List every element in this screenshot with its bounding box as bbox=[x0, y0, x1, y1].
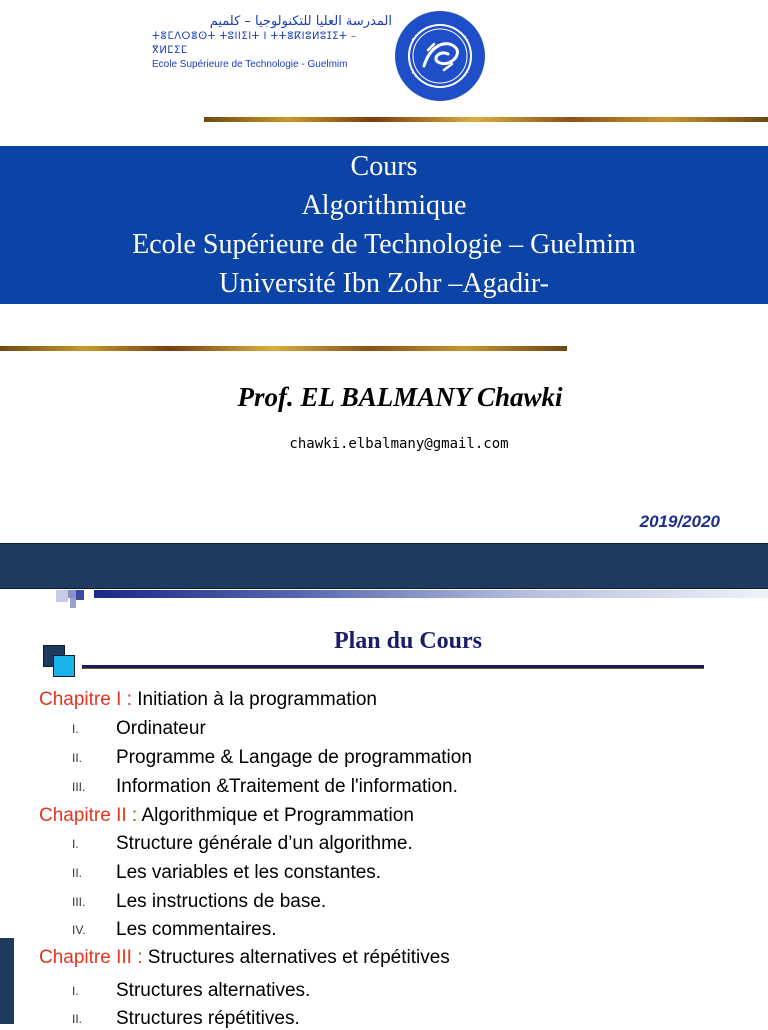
title-underline bbox=[82, 665, 704, 669]
item-text: Ordinateur bbox=[116, 718, 206, 739]
chapter-1-item-3 bbox=[72, 776, 458, 798]
chapter-2-item-4 bbox=[72, 919, 277, 941]
chapter-3-item-2 bbox=[72, 1008, 300, 1030]
chapter-3-title: Structures alternatives et répétitives bbox=[147, 947, 450, 968]
chapter-2-item-3 bbox=[72, 891, 326, 913]
school-logo-text bbox=[152, 14, 392, 72]
item-number: IV. bbox=[72, 923, 86, 937]
academic-year: 2019/2020 bbox=[639, 512, 720, 531]
chapter-2-title: Algorithmique et Programmation bbox=[141, 805, 414, 826]
chapter-1-title: Initiation à la programmation bbox=[137, 689, 377, 710]
item-text: Programme & Langage de programmation bbox=[116, 747, 472, 768]
title-line-subject: Algorithmique bbox=[301, 190, 467, 221]
item-text: Les commentaires. bbox=[116, 919, 277, 940]
university-seal-icon bbox=[394, 10, 486, 102]
item-text: Les instructions de base. bbox=[116, 891, 327, 912]
professor-name: Prof. EL BALMANY Chawki bbox=[237, 382, 563, 412]
chapter-1-label: Chapitre I : bbox=[39, 689, 138, 710]
title-line-school: Ecole Supérieure de Technologie – Guelmim bbox=[132, 229, 636, 260]
professor-email: chawki.elbalmany@gmail.com bbox=[289, 436, 509, 452]
slide-footer-band bbox=[0, 543, 768, 589]
chapter-1-item-2 bbox=[72, 747, 472, 769]
item-text: Information &Traitement de l'information. bbox=[116, 776, 458, 797]
item-number: II. bbox=[72, 866, 83, 880]
logo-tifinagh-name: ⵜⴻⵎⴷⵔⴻⵙⵜ ⵜⵓⵏⵏⵉⵏⵜ ⵏ ⵜⵜⴻⴽⵏⵓⵍⵓⵊⵉⵜ – ⴳⵍⵎⵉⵎ bbox=[152, 31, 357, 56]
chapter-2-item-1 bbox=[72, 833, 413, 855]
item-number: III. bbox=[72, 780, 86, 794]
plan-title: Plan du Cours bbox=[333, 628, 483, 654]
chapter-3-item-1 bbox=[72, 980, 310, 1002]
item-number: II. bbox=[72, 1012, 83, 1026]
title-line-course: Cours bbox=[350, 151, 418, 182]
header-gradient-bar bbox=[94, 590, 768, 598]
left-accent-bar bbox=[0, 938, 14, 1024]
chapter-2-heading bbox=[39, 805, 414, 827]
chapter-3-heading bbox=[39, 947, 450, 969]
item-number: III. bbox=[72, 895, 86, 909]
chapter-1-item-1 bbox=[72, 718, 206, 740]
decorative-bar-top bbox=[204, 117, 768, 122]
chapter-1-heading bbox=[39, 689, 377, 711]
logo-arabic-name: المدرسة العليا للتكنولوجيا – كلميم bbox=[209, 14, 392, 29]
item-text: Structures répétitives. bbox=[116, 1008, 300, 1029]
item-number: I. bbox=[72, 722, 79, 736]
chapter-2-label: Chapitre II : bbox=[39, 805, 142, 826]
item-number: I. bbox=[72, 984, 79, 998]
title-line-university: Université Ibn Zohr –Agadir- bbox=[219, 268, 549, 299]
logo-latin-name: Ecole Supérieure de Technologie - Guelmim bbox=[152, 59, 348, 70]
decorative-bar-middle bbox=[0, 346, 567, 351]
chapter-3-label: Chapitre III : bbox=[39, 947, 148, 968]
item-number: I. bbox=[72, 837, 79, 851]
item-text: Les variables et les constantes. bbox=[116, 862, 382, 883]
item-text: Structures alternatives. bbox=[116, 980, 311, 1001]
course-title-band bbox=[0, 146, 768, 304]
chapter-2-item-2 bbox=[72, 862, 381, 884]
item-text: Structure générale d’un algorithme. bbox=[116, 833, 413, 854]
item-number: II. bbox=[72, 751, 83, 765]
